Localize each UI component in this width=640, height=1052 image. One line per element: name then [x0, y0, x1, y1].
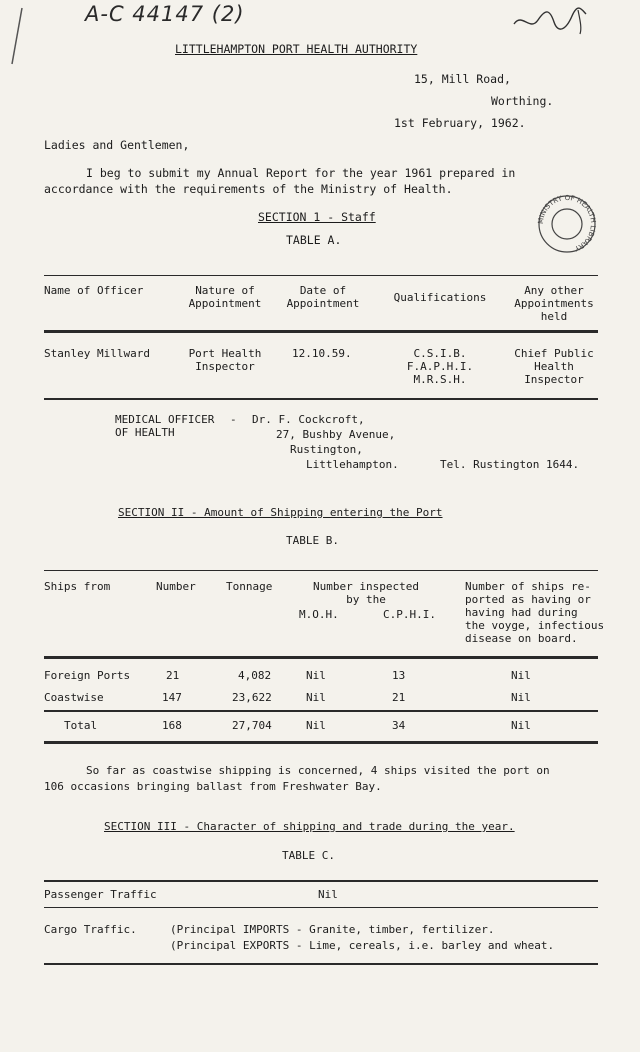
table-b-row2-reported: Nil: [511, 691, 531, 704]
medical-officer-tel: Tel. Rustington 1644.: [440, 458, 580, 471]
table-b-row1-tonnage: 4,082: [238, 669, 272, 682]
table-b-header-moh: M.O.H.: [299, 608, 339, 621]
signature-icon: [510, 6, 590, 36]
table-b-header-reported: Number of ships re- ported as having or having had during the voyge, infectious disease on board.: [465, 580, 605, 645]
medical-officer-dash: -: [230, 413, 237, 426]
section3-title: SECTION III - Character of shipping and trade during the year.: [104, 820, 515, 833]
passenger-traffic-label: Passenger Traffic: [44, 888, 157, 901]
intro-line2: accordance with the requirements of the Ministry of Health.: [44, 182, 453, 196]
svg-text:MINISTRY OF HEALTH LIBRARY: MINISTRY OF HEALTH LIBRARY: [537, 194, 597, 253]
letter-date: 1st February, 1962.: [394, 116, 526, 130]
medical-officer-label2: OF HEALTH: [115, 426, 175, 439]
table-a-date: 12.10.59.: [292, 347, 352, 360]
table-a-header-officer: Name of Officer: [44, 284, 144, 297]
table-b-row1-moh: Nil: [306, 669, 326, 682]
address-line1: 15, Mill Road,: [414, 72, 511, 86]
table-a-label: TABLE A.: [286, 233, 342, 247]
table-b-row1-cphi: 13: [392, 669, 406, 682]
shipping-note-line1: So far as coastwise shipping is concerned, 4 ships visited the port on: [86, 764, 550, 777]
medical-officer-label1: MEDICAL OFFICER: [115, 413, 215, 426]
table-a-header-date: Date of Appointment: [286, 284, 360, 310]
table-b-header-ships: Ships from: [44, 580, 111, 593]
table-b-header-tonnage: Tonnage: [226, 580, 273, 593]
library-stamp-icon: [537, 194, 597, 254]
address-line2: Worthing.: [491, 94, 554, 108]
table-a-header-nature: Nature of Appointment: [188, 284, 262, 310]
salutation: Ladies and Gentlemen,: [44, 138, 190, 152]
medical-officer-addr1: 27, Bushby Avenue,: [276, 428, 396, 441]
table-b-top-rule: [44, 570, 598, 571]
table-a-qualifications: C.S.I.B. F.A.P.H.I. M.R.S.H.: [406, 347, 474, 386]
table-b-header-inspected: Number inspected by the: [313, 580, 419, 606]
table-c-middle-rule: [44, 907, 598, 908]
table-b-bottom-rule: [44, 741, 598, 744]
table-b-row2-tonnage: 23,622: [232, 691, 272, 704]
authority-heading: LITTLEHAMPTON PORT HEALTH AUTHORITY: [175, 42, 418, 56]
handwritten-reference: A-C 44147 (2): [85, 2, 245, 26]
table-b-row2-ships: Coastwise: [44, 691, 104, 704]
table-c-label: TABLE C.: [282, 849, 335, 862]
cargo-imports: (Principal IMPORTS - Granite, timber, fertilizer.: [170, 923, 495, 936]
table-a-nature: Port Health Inspector: [188, 347, 262, 373]
intro-line1: I beg to submit my Annual Report for the year 1961 prepared in: [86, 166, 516, 180]
table-b-total-number: 168: [162, 719, 182, 732]
table-b-total-reported: Nil: [511, 719, 531, 732]
table-b-header-number: Number: [156, 580, 196, 593]
table-b-header-rule: [44, 656, 598, 659]
table-b-total-tonnage: 27,704: [232, 719, 272, 732]
medical-officer-name: Dr. F. Cockcroft,: [252, 413, 365, 426]
table-a-header-qualifications: Qualifications: [393, 291, 487, 304]
section1-title: SECTION 1 - Staff: [258, 210, 376, 224]
cargo-traffic-label: Cargo Traffic.: [44, 923, 137, 936]
table-b-row2-cphi: 21: [392, 691, 406, 704]
table-b-row2-number: 147: [162, 691, 182, 704]
table-b-header-cphi: C.P.H.I.: [383, 608, 436, 621]
table-b-row1-ships: Foreign Ports: [44, 669, 131, 682]
table-b-total-label: Total: [64, 719, 98, 732]
table-a-bottom-rule: [44, 398, 598, 400]
table-b-total-moh: Nil: [306, 719, 326, 732]
table-b-label: TABLE B.: [286, 534, 339, 547]
table-a-officer-name: Stanley Millward: [44, 347, 150, 360]
table-c-top-rule: [44, 880, 598, 882]
table-a-header-other: Any other Appointments held: [514, 284, 594, 323]
table-a-header-rule: [44, 330, 598, 333]
table-a-other: Chief Public Health Inspector: [514, 347, 594, 386]
table-b-row1-number: 21: [166, 669, 180, 682]
cargo-exports: (Principal EXPORTS - Lime, cereals, i.e. barley and wheat.: [170, 939, 555, 952]
shipping-note-line2: 106 occasions bringing ballast from Freshwater Bay.: [44, 780, 382, 793]
passenger-traffic-value: Nil: [318, 888, 338, 901]
table-b-total-rule: [44, 710, 598, 712]
table-b-row2-moh: Nil: [306, 691, 326, 704]
table-a-top-rule: [44, 275, 598, 276]
table-c-bottom-rule: [44, 963, 598, 965]
table-b-row1-reported: Nil: [511, 669, 531, 682]
section2-title: SECTION II - Amount of Shipping entering the Port: [118, 506, 443, 519]
medical-officer-addr2: Rustington,: [290, 443, 363, 456]
medical-officer-addr3: Littlehampton.: [306, 458, 399, 471]
table-b-total-cphi: 34: [392, 719, 406, 732]
pencil-mark-icon: [0, 0, 40, 70]
